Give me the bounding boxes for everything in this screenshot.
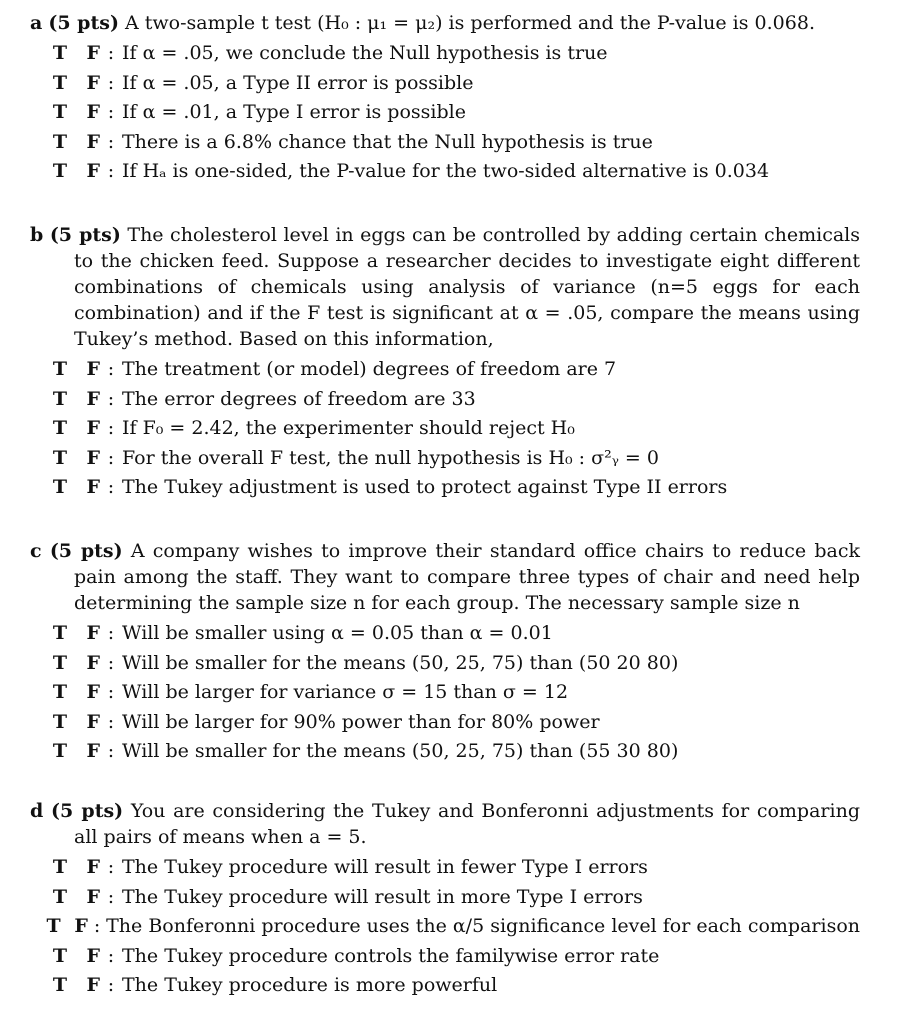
false-option[interactable]: F bbox=[86, 387, 100, 410]
colon: : bbox=[107, 885, 115, 908]
problem-letter: d bbox=[30, 800, 44, 822]
problem-b-header bbox=[30, 222, 860, 352]
problem-text: A company wishes to improve their standard office chairs to reduce back pain among the staff. They want to compare three types of chair and need help determining the sample size n for each group. The necessary sample size n bbox=[74, 540, 861, 614]
statement: The Tukey adjustment is used to protect against Type II errors bbox=[122, 476, 728, 499]
false-option[interactable]: F bbox=[86, 740, 100, 763]
tf-item bbox=[30, 129, 860, 159]
true-option[interactable]: T bbox=[52, 417, 67, 440]
true-option[interactable]: T bbox=[52, 681, 67, 704]
true-option[interactable]: T bbox=[52, 651, 67, 674]
tf-item bbox=[30, 679, 860, 709]
statement: If α = .01, a Type I error is possible bbox=[122, 101, 466, 124]
problem-d bbox=[30, 798, 860, 1002]
tf-item bbox=[30, 158, 860, 188]
tf-item bbox=[30, 650, 860, 680]
statement: The error degrees of freedom are 33 bbox=[122, 387, 476, 410]
colon: : bbox=[107, 446, 115, 469]
statement: For the overall F test, the null hypothesis is H₀ : σ²ᵧ = 0 bbox=[122, 446, 659, 469]
problem-letter: b bbox=[30, 224, 44, 246]
colon: : bbox=[107, 387, 115, 410]
false-option[interactable]: F bbox=[86, 651, 100, 674]
statement: If F₀ = 2.42, the experimenter should reject H₀ bbox=[122, 417, 575, 440]
true-option[interactable]: T bbox=[52, 358, 67, 380]
tf-items bbox=[30, 854, 860, 1002]
statement: If Hₐ is one-sided, the P-value for the two-sided alternative is 0.034 bbox=[122, 160, 770, 183]
false-option[interactable]: F bbox=[74, 915, 88, 938]
problem-b bbox=[30, 222, 860, 504]
tf-item bbox=[30, 356, 860, 386]
tf-item bbox=[30, 415, 860, 445]
tf-item bbox=[30, 40, 860, 70]
false-option[interactable]: F bbox=[86, 130, 100, 153]
false-option[interactable]: F bbox=[86, 71, 100, 94]
statement: Will be smaller for the means (50, 25, 75) than (50 20 80) bbox=[122, 651, 679, 674]
problem-d-header bbox=[30, 798, 860, 850]
problem-points: (5 pts) bbox=[49, 224, 121, 246]
false-option[interactable]: F bbox=[86, 446, 100, 469]
true-option[interactable]: T bbox=[52, 885, 67, 908]
colon: : bbox=[107, 358, 115, 380]
false-option[interactable]: F bbox=[86, 944, 100, 967]
tf-item bbox=[30, 70, 860, 100]
false-option[interactable]: F bbox=[86, 885, 100, 908]
colon: : bbox=[93, 915, 101, 938]
colon: : bbox=[107, 622, 115, 644]
false-option[interactable]: F bbox=[86, 622, 100, 644]
false-option[interactable]: F bbox=[86, 710, 100, 733]
true-option[interactable]: T bbox=[52, 71, 67, 94]
true-option[interactable]: T bbox=[52, 740, 67, 763]
statement: The treatment (or model) degrees of freedom are 7 bbox=[122, 358, 617, 380]
false-option[interactable]: F bbox=[86, 417, 100, 440]
colon: : bbox=[107, 974, 115, 997]
true-option[interactable]: T bbox=[52, 476, 67, 499]
problem-text: The cholesterol level in eggs can be controlled by adding certain chemicals to the chicken feed. Suppose a researcher decides to investigate eight different combinations of chemicals using analysis of variance (n=5 eggs for each combination) and if the F test is significant at α = .05, compare the means using Tukey’s method. Based on this information, bbox=[74, 224, 860, 350]
tf-items bbox=[30, 40, 860, 188]
problem-points: (5 pts) bbox=[48, 12, 119, 34]
tf-item bbox=[30, 854, 860, 884]
colon: : bbox=[107, 476, 115, 499]
statement: Will be smaller using α = 0.05 than α = 0.01 bbox=[122, 622, 553, 644]
colon: : bbox=[107, 101, 115, 124]
false-option[interactable]: F bbox=[86, 160, 100, 183]
tf-item bbox=[30, 99, 860, 129]
false-option[interactable]: F bbox=[86, 42, 100, 64]
problem-letter: a bbox=[30, 12, 43, 34]
colon: : bbox=[107, 651, 115, 674]
true-option[interactable]: T bbox=[52, 944, 67, 967]
false-option[interactable]: F bbox=[86, 476, 100, 499]
colon: : bbox=[107, 710, 115, 733]
colon: : bbox=[107, 417, 115, 440]
colon: : bbox=[107, 681, 115, 704]
true-option[interactable]: T bbox=[52, 130, 67, 153]
true-option[interactable]: T bbox=[52, 622, 67, 644]
colon: : bbox=[107, 130, 115, 153]
problem-text: A two-sample t test (H₀ : μ₁ = μ₂) is performed and the P-value is 0.068. bbox=[124, 12, 815, 34]
tf-item bbox=[30, 913, 860, 943]
true-option[interactable]: T bbox=[52, 856, 67, 878]
tf-item bbox=[30, 709, 860, 739]
true-option[interactable]: T bbox=[52, 710, 67, 733]
colon: : bbox=[107, 42, 115, 64]
false-option[interactable]: F bbox=[86, 681, 100, 704]
tf-item bbox=[30, 386, 860, 416]
tf-item bbox=[30, 738, 860, 768]
tf-item bbox=[30, 620, 860, 650]
colon: : bbox=[107, 740, 115, 763]
tf-items bbox=[30, 356, 860, 504]
true-option[interactable]: T bbox=[52, 446, 67, 469]
problem-a-header bbox=[30, 10, 860, 36]
colon: : bbox=[107, 160, 115, 183]
true-option[interactable]: T bbox=[52, 160, 67, 183]
problem-points: (5 pts) bbox=[50, 800, 124, 822]
tf-item bbox=[30, 445, 860, 475]
statement: There is a 6.8% chance that the Null hypothesis is true bbox=[122, 130, 653, 153]
statement: Will be larger for 90% power than for 80% power bbox=[122, 710, 600, 733]
statement: The Tukey procedure will result in fewer Type I errors bbox=[122, 856, 648, 878]
statement: Will be smaller for the means (50, 25, 75) than (55 30 80) bbox=[122, 740, 679, 763]
false-option[interactable]: F bbox=[86, 358, 100, 380]
true-option[interactable]: T bbox=[46, 915, 61, 938]
true-option[interactable]: T bbox=[52, 387, 67, 410]
true-option[interactable]: T bbox=[52, 974, 67, 997]
tf-item bbox=[30, 943, 860, 973]
problem-points: (5 pts) bbox=[49, 540, 123, 562]
false-option[interactable]: F bbox=[86, 101, 100, 124]
problem-c-header bbox=[30, 538, 860, 616]
tf-item bbox=[30, 972, 860, 1002]
tf-items bbox=[30, 620, 860, 768]
problem-text: You are considering the Tukey and Bonferonni adjustments for comparing all pairs of means when a = 5. bbox=[74, 800, 860, 848]
statement: The Tukey procedure controls the familywise error rate bbox=[122, 944, 660, 967]
statement: If α = .05, a Type II error is possible bbox=[122, 71, 474, 94]
colon: : bbox=[107, 856, 115, 878]
statement: The Bonferonni procedure uses the α/5 significance level for each comparison bbox=[106, 915, 860, 938]
false-option[interactable]: F bbox=[86, 974, 100, 997]
colon: : bbox=[107, 71, 115, 94]
tf-item bbox=[30, 884, 860, 914]
true-option[interactable]: T bbox=[52, 42, 67, 64]
colon: : bbox=[107, 944, 115, 967]
problem-a bbox=[30, 10, 860, 188]
statement: The Tukey procedure is more powerful bbox=[122, 974, 498, 997]
statement: The Tukey procedure will result in more Type I errors bbox=[122, 885, 643, 908]
statement: Will be larger for variance σ = 15 than σ = 12 bbox=[122, 681, 569, 704]
true-option[interactable]: T bbox=[52, 101, 67, 124]
problem-c bbox=[30, 538, 860, 768]
false-option[interactable]: F bbox=[86, 856, 100, 878]
tf-item bbox=[30, 474, 860, 504]
problem-letter: c bbox=[30, 540, 42, 562]
statement: If α = .05, we conclude the Null hypothesis is true bbox=[122, 42, 608, 64]
